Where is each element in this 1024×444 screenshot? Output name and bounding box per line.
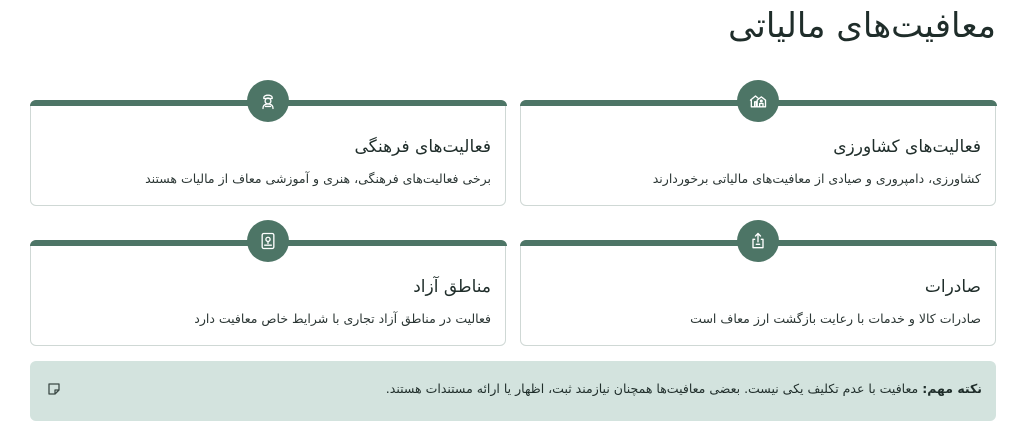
card-title: مناطق آزاد: [413, 277, 491, 297]
farmhouse-icon: [737, 80, 779, 122]
card-description: صادرات کالا و خدمات با رعایت بازگشت ارز معاف است: [690, 311, 981, 326]
note-text: [386, 381, 982, 396]
card-description: فعالیت در مناطق آزاد تجاری با شرایط خاص معافیت دارد: [194, 311, 491, 326]
card-culture: [30, 100, 506, 206]
page-title: معافیت‌های مالیاتی: [728, 6, 996, 46]
card-description: برخی فعالیت‌های فرهنگی، هنری و آموزشی معاف از مالیات هستند: [145, 171, 491, 186]
card-title: صادرات: [924, 277, 981, 297]
card-title: فعالیت‌های کشاورزی: [833, 137, 981, 157]
card-export: [520, 240, 996, 346]
sticky-note-icon: [46, 381, 62, 397]
note-body: معافیت با عدم تکلیف یکی نیست. بعضی معافیت‌ها همچنان نیازمند ثبت، اظهار یا ارائه مستندات هستند.: [385, 381, 923, 396]
note-label: نکته مهم:: [922, 381, 982, 396]
artist-icon: [247, 80, 289, 122]
export-icon: [737, 220, 779, 262]
map-pin-icon: [247, 220, 289, 262]
card-free-zones: [30, 240, 506, 346]
card-title: فعالیت‌های فرهنگی: [354, 137, 491, 157]
important-note: [30, 361, 996, 421]
card-description: کشاورزی، دامپروری و صیادی از معافیت‌های مالیاتی برخوردارند: [652, 171, 981, 186]
card-agriculture: [520, 100, 996, 206]
